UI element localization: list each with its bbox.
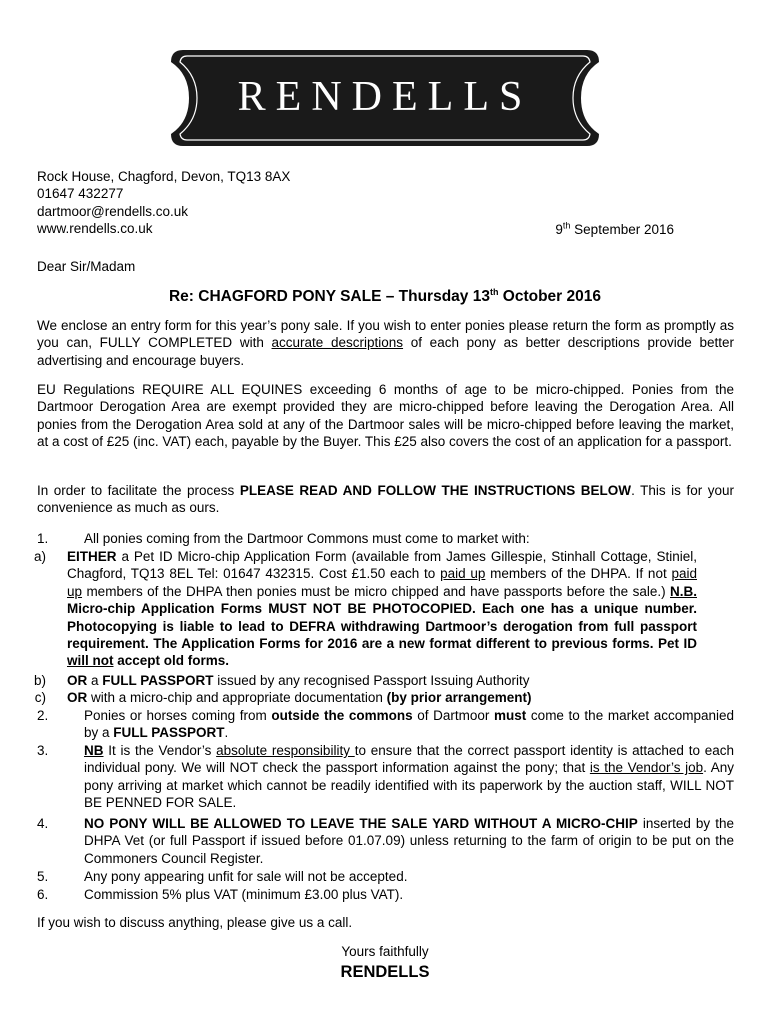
item-text: NB It is the Vendor’s absolute responsibility to ensure that the correct passport identity is attached to each individual pony. We will NOT check the passport information against the pony; that is the Vendor’s job. Any pony arriving at market which cannot be readily identified with its paperwork by the auction staff, WILL NOT BE PENNED FOR SALE. — [84, 743, 734, 811]
item-number: 1. — [37, 531, 49, 546]
subitem-label: c) — [34, 690, 46, 705]
address-phone: 01647 432277 — [37, 186, 124, 202]
subitem-label: a) — [33, 549, 46, 564]
item-text: Any pony appearing unfit for sale will not be accepted. — [84, 869, 408, 884]
subitem-text: OR a FULL PASSPORT issued by any recognised Passport Issuing Authority — [67, 673, 530, 688]
item-number: 4. — [37, 816, 49, 831]
address-email: dartmoor@rendells.co.uk — [37, 203, 189, 219]
list-item-6 — [37, 886, 734, 903]
item-text: Ponies or horses coming from outside the commons of Dartmoor must come to the market accompanied by a FULL PASSPORT. — [84, 708, 734, 741]
item-number: 3. — [37, 743, 49, 758]
item-number: 2. — [37, 708, 49, 723]
item-number: 5. — [37, 869, 49, 884]
letter-subject: Re: CHAGFORD PONY SALE – Thursday 13th October 2016 — [168, 286, 601, 305]
signature: RENDELLS — [340, 963, 430, 981]
logo-text: RENDELLS — [237, 74, 533, 120]
rendells-logo — [169, 48, 601, 148]
list-item-5 — [37, 868, 734, 885]
list-subitem-a — [20, 548, 697, 670]
letter-date: 9th September 2016 — [555, 220, 674, 237]
list-item-1 — [37, 530, 734, 547]
address-website: www.rendells.co.uk — [37, 221, 153, 237]
paragraph-eu-regulations: EU Regulations REQUIRE ALL EQUINES exceeding 6 months of age to be micro-chipped. Ponies from the Dartmoor Derogation Area are exempt provided they are micro-chipped before leaving the Derogation Area. All ponies from the Derogation Area sold at any of the Dartmoor sales will be micro-chipped before leaving the market, at a cost of £25 (inc. VAT) each, payable by the Buyer. This £25 also covers the cost of an application for a passport. — [37, 382, 734, 450]
subitem-label: b) — [33, 673, 46, 688]
list-item-4 — [37, 815, 734, 867]
list-subitem-c — [20, 689, 697, 706]
paragraph-instructions: In order to facilitate the process PLEASE READ AND FOLLOW THE INSTRUCTIONS BELOW. This is for your convenience as much as ours. — [37, 483, 734, 516]
subitem-text: EITHER a Pet ID Micro-chip Application Form (available from James Gillespie, Stinhall Cottage, Stiniel, Chagford, TQ13 8EL Tel: 01647 432315. Cost £1.50 each to paid up members of the DHPA. If not paid up members of the DHPA then ponies must be micro chipped and have passports before the sale.) N.B. Micro-chip Application Forms MUST NOT BE PHOTOCOPIED. Each one has a unique number. Photocopying is liable to lead to DEFRA withdrawing Dartmoor’s derogation from full passport requirement. The Application Forms for 2016 are a new format different to previous forms. Pet ID will not accept old forms. — [67, 549, 697, 669]
item-text: NO PONY WILL BE ALLOWED TO LEAVE THE SALE YARD WITHOUT A MICRO-CHIP inserted by the DHPA Vet (or full Passport if issued before 01.07.09) unless returning to the farm of origin to be put on the Commoners Council Register. — [84, 816, 734, 866]
list-item-3 — [37, 742, 734, 812]
subitem-text: OR with a micro-chip and appropriate documentation (by prior arrangement) — [67, 690, 532, 705]
closing-line: If you wish to discuss anything, please give us a call. — [37, 915, 353, 930]
item-text: Commission 5% plus VAT (minimum £3.00 plus VAT). — [84, 887, 404, 902]
salutation: Dear Sir/Madam — [37, 259, 136, 274]
list-subitem-b — [20, 672, 697, 689]
item-text: All ponies coming from the Dartmoor Commons must come to market with: — [84, 531, 530, 546]
address-line: Rock House, Chagford, Devon, TQ13 8AX — [37, 169, 291, 184]
paragraph-entry-form: We enclose an entry form for this year’s pony sale. If you wish to enter ponies please return the form as promptly as you can, FULLY COMPLETED with accurate descriptions of each pony as better descriptions provide better advertising and encourage buyers. — [37, 318, 734, 368]
item-number: 6. — [37, 887, 49, 902]
signoff: Yours faithfully — [341, 944, 429, 959]
list-item-2 — [37, 707, 734, 742]
